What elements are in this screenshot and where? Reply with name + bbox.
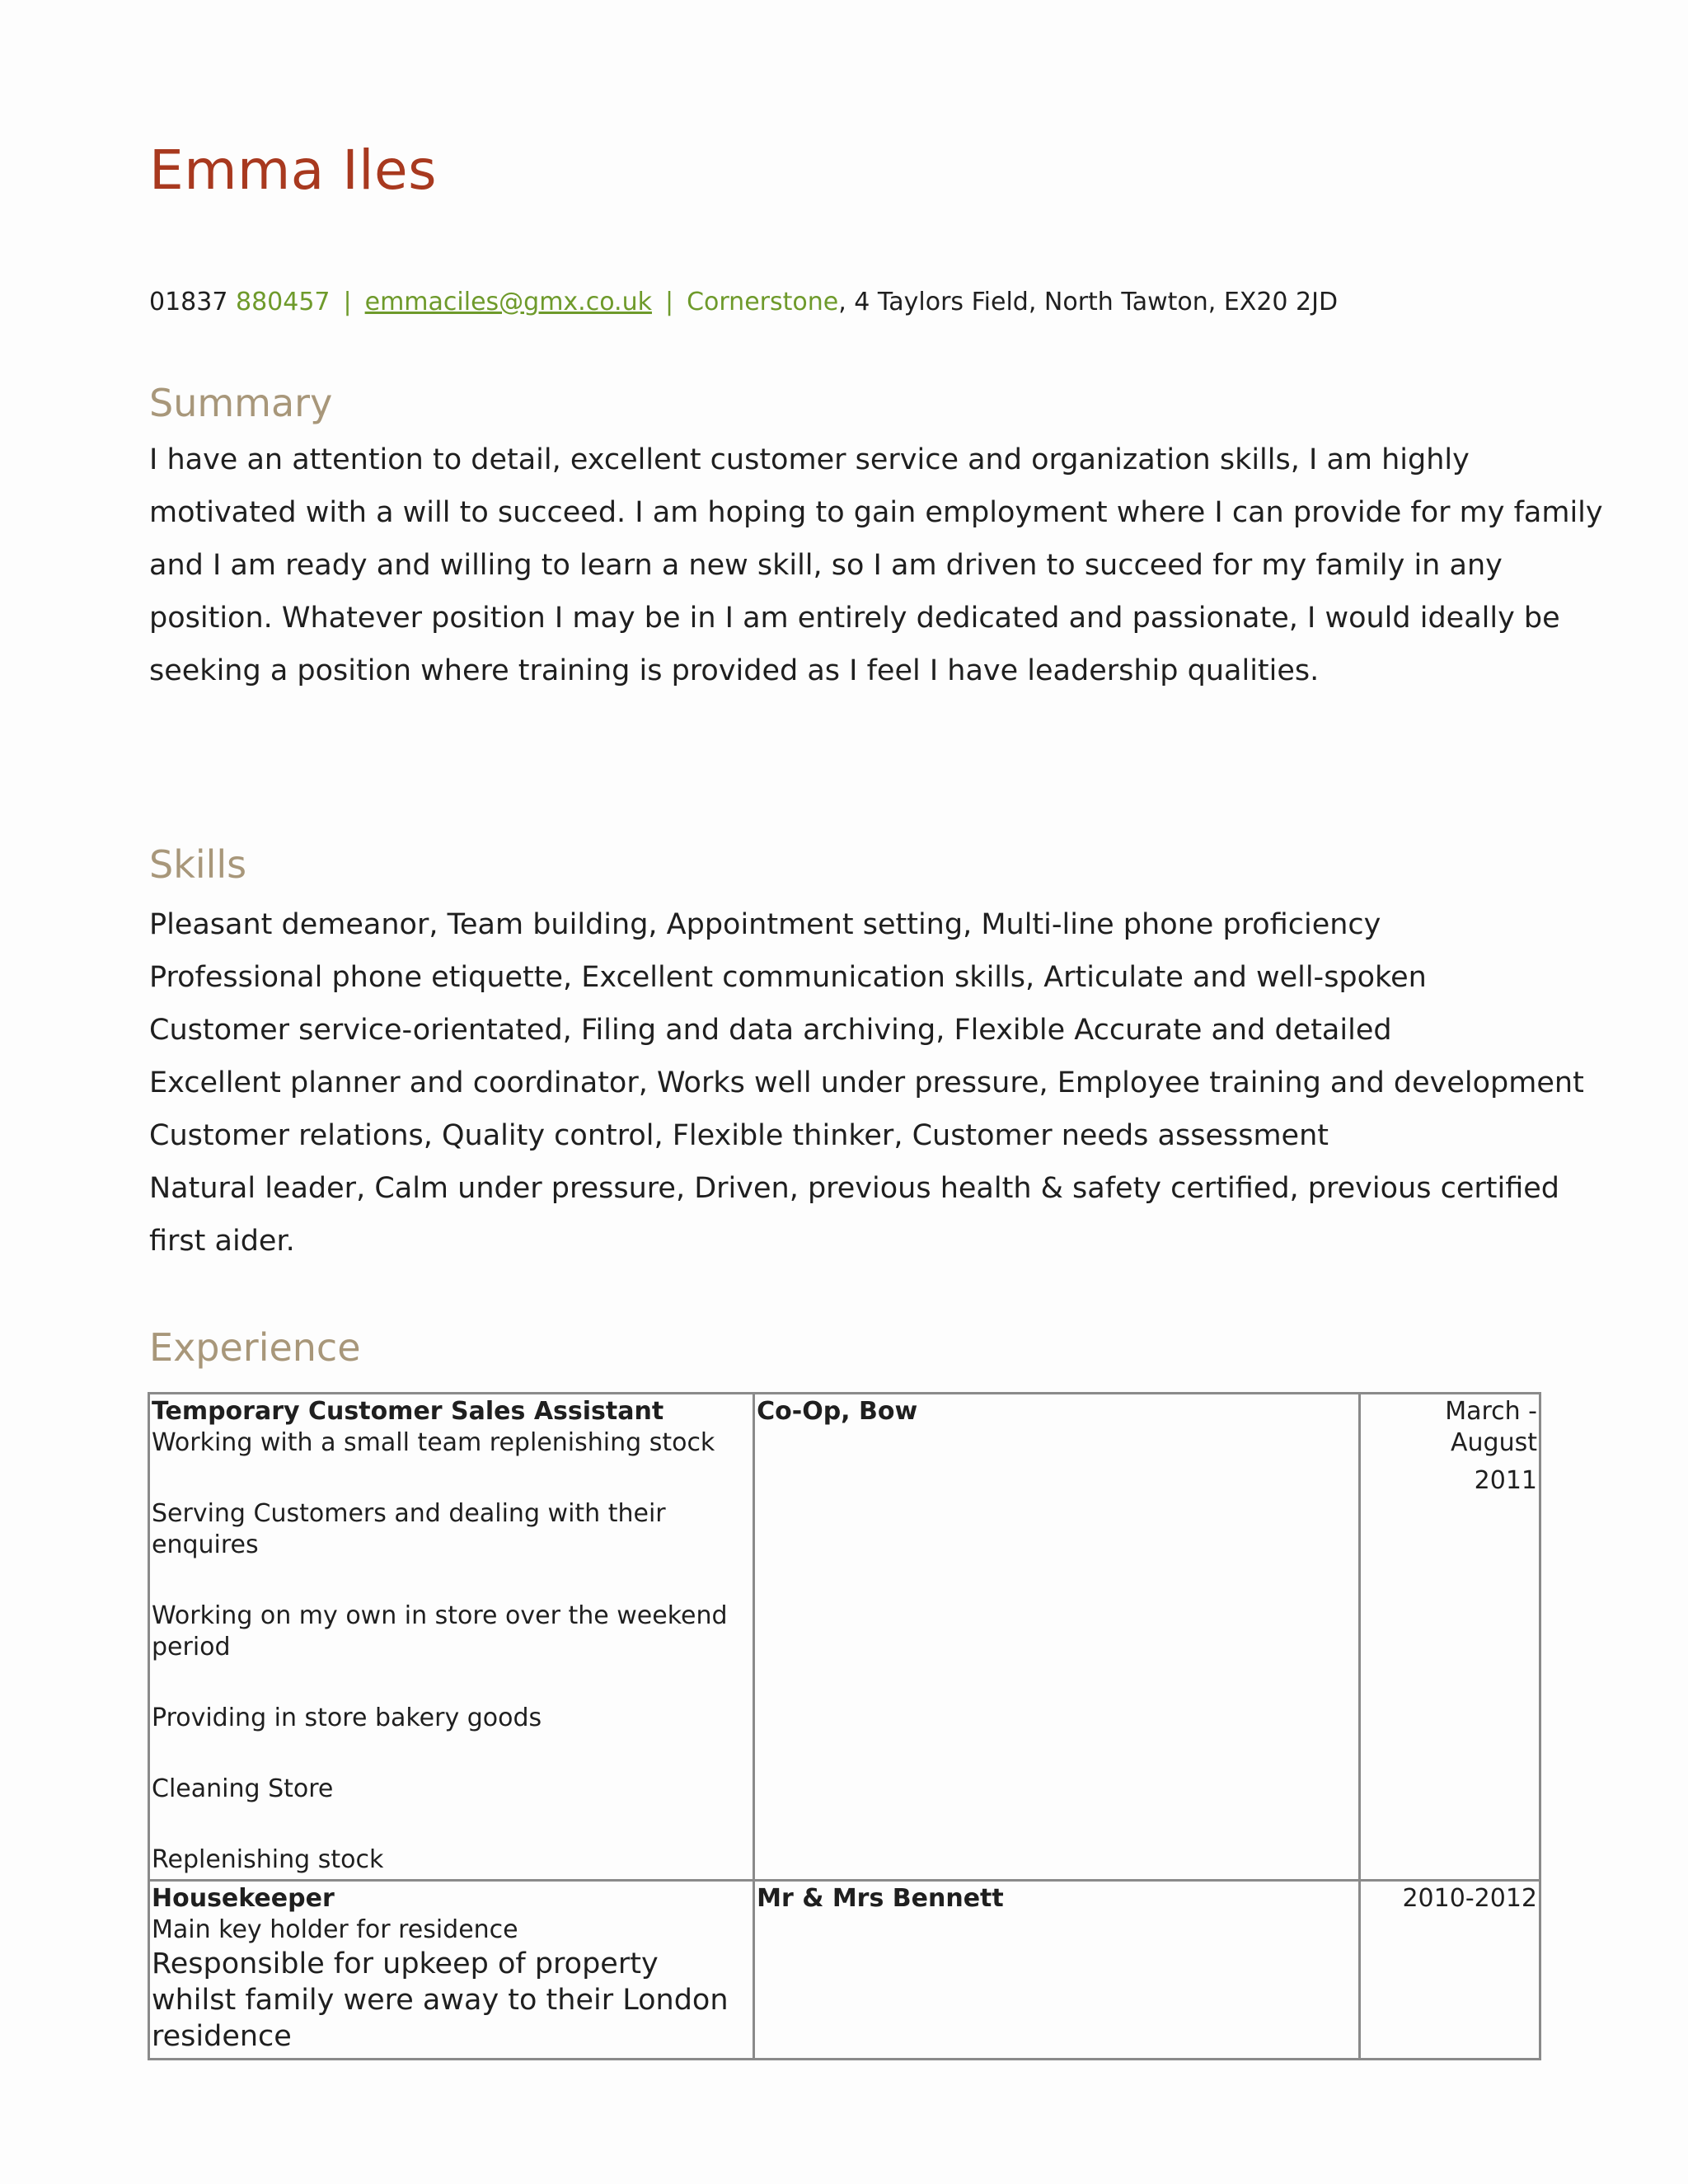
job-title: Housekeeper bbox=[152, 1884, 335, 1913]
employer-cell bbox=[754, 1394, 1360, 1881]
contact-line bbox=[149, 288, 1338, 316]
job-duty: Working on my own in store over the weekend period bbox=[152, 1601, 728, 1661]
experience-table bbox=[148, 1392, 1541, 2060]
job-dates: 2010-2012 bbox=[1402, 1884, 1537, 1913]
dates-cell bbox=[1360, 1394, 1540, 1881]
job-title: Temporary Customer Sales Assistant bbox=[152, 1397, 664, 1426]
job-dates-year: 2011 bbox=[1474, 1466, 1537, 1495]
job-duty: Serving Customers and dealing with their enquires bbox=[152, 1499, 666, 1559]
address-house: Cornerstone bbox=[687, 288, 839, 316]
skills-line: Customer relations, Quality control, Flexible thinker, Customer needs assessment bbox=[149, 1119, 1329, 1152]
summary-line: position. Whatever position I may be in I am entirely dedicated and passionate, I would ideally be bbox=[149, 602, 1560, 635]
summary-line: seeking a position where training is provided as I feel I have leadership qualities. bbox=[149, 654, 1320, 687]
experience-heading: Experience bbox=[149, 1325, 361, 1370]
employer-name: Mr & Mrs Bennett bbox=[757, 1884, 1004, 1913]
address-rest: , 4 Taylors Field, North Tawton, EX20 2JD bbox=[838, 288, 1339, 316]
summary-line: motivated with a will to succeed. I am hoping to gain employment where I can provide for my family bbox=[149, 496, 1603, 529]
job-duty: Working with a small team replenishing stock bbox=[152, 1428, 715, 1457]
email-link[interactable]: emmaciles@gmx.co.uk bbox=[364, 288, 652, 316]
skills-line: Professional phone etiquette, Excellent communication skills, Articulate and well-spoken bbox=[149, 961, 1427, 994]
separator: | bbox=[664, 288, 674, 316]
phone-prefix: 01837 bbox=[149, 288, 228, 316]
skills-line: Customer service-orientated, Filing and data archiving, Flexible Accurate and detailed bbox=[149, 1014, 1392, 1047]
job-dates: March -August bbox=[1445, 1397, 1537, 1457]
skills-heading: Skills bbox=[149, 842, 247, 887]
skills-line: first aider. bbox=[149, 1225, 295, 1258]
summary-heading: Summary bbox=[149, 381, 333, 425]
skills-line: Pleasant demeanor, Team building, Appointment setting, Multi-line phone proficiency bbox=[149, 908, 1381, 941]
table-row bbox=[149, 1394, 1540, 1881]
job-duty: Main key holder for residence bbox=[152, 1915, 518, 1944]
summary-line: and I am ready and willing to learn a new skill, so I am driven to succeed for my family in any bbox=[149, 549, 1503, 582]
skills-line: Natural leader, Calm under pressure, Driven, previous health & safety certified, previous certified bbox=[149, 1172, 1559, 1205]
dates-cell bbox=[1360, 1881, 1540, 2060]
phone-number: 880457 bbox=[235, 288, 331, 316]
table-row bbox=[149, 1881, 1540, 2060]
employer-cell bbox=[754, 1881, 1360, 2060]
skills-text bbox=[149, 898, 1584, 1268]
job-details-cell bbox=[149, 1394, 754, 1881]
job-details-cell bbox=[149, 1881, 754, 2060]
job-duty: Cleaning Store bbox=[152, 1774, 334, 1803]
skills-line: Excellent planner and coordinator, Works well under pressure, Employee training and development bbox=[149, 1066, 1584, 1099]
summary-text bbox=[149, 434, 1603, 697]
separator: | bbox=[343, 288, 352, 316]
candidate-name: Emma Iles bbox=[149, 138, 438, 202]
job-duty: Replenishing stock bbox=[152, 1845, 384, 1874]
job-duty: Providing in store bakery goods bbox=[152, 1704, 542, 1732]
employer-name: Co-Op, Bow bbox=[757, 1397, 918, 1426]
job-duty: Responsible for upkeep of property whilst family were away to their London residence bbox=[152, 1947, 729, 2053]
summary-line: I have an attention to detail, excellent customer service and organization skills, I am highly bbox=[149, 443, 1470, 476]
